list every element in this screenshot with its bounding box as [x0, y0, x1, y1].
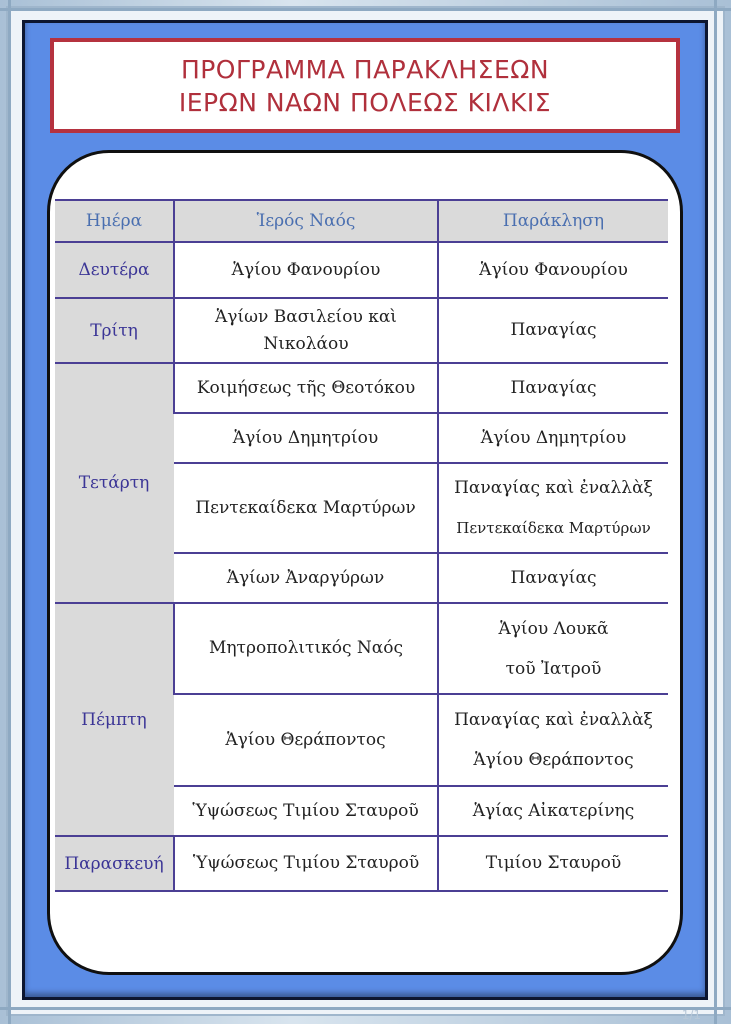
- table-header-row: [55, 200, 668, 242]
- church-cell: [174, 298, 438, 363]
- church-cell: [174, 413, 438, 463]
- prayer-cell: [438, 786, 668, 836]
- page-indicator: 1/1: [681, 1008, 701, 1022]
- day-cell: Παρασκευή: [55, 836, 174, 891]
- church-name-line: Ὑψώσεως Τιμίου Σταυροῦ: [192, 800, 419, 821]
- church-name-line: Ἁγίων Ἀναργύρων: [226, 567, 385, 588]
- prayer-cell: [438, 603, 668, 694]
- church-name-line: Κοιμήσεως τῆς Θεοτόκου: [196, 377, 416, 398]
- church-name-line: Ὑψώσεως Τιμίου Σταυροῦ: [192, 853, 420, 873]
- table-row: [55, 298, 668, 363]
- church-name-line: Ἁγίου Θεράποντος: [225, 729, 386, 750]
- church-name-line: Ἁγίου Φανουρίου: [231, 259, 381, 280]
- church-name-line: Νικολάου: [263, 333, 349, 354]
- header-church: Ἱερός Ναός: [174, 200, 438, 242]
- title-line-1: ΠΡΟΓΡΑΜΜΑ ΠΑΡΑΚΛΗΣΕΩΝ: [180, 54, 550, 84]
- title-line-2: ΙΕΡΩΝ ΝΑΩΝ ΠΟΛΕΩΣ ΚΙΛΚΙΣ: [178, 87, 552, 117]
- prayer-name-line: Παναγίας: [510, 320, 597, 340]
- day-cell: Δευτέρα: [55, 242, 174, 298]
- frame-line: [0, 1007, 731, 1010]
- church-name-line: Ἁγίου Δημητρίου: [232, 427, 379, 448]
- church-cell: [174, 786, 438, 836]
- church-cell: [174, 553, 438, 603]
- prayer-cell: [438, 463, 668, 553]
- frame-line: [714, 0, 717, 1024]
- prayer-cell: [438, 298, 668, 363]
- church-name-line: Μητροπολιτικός Ναός: [208, 638, 404, 658]
- table-row: [55, 603, 668, 694]
- table-row: [55, 363, 668, 413]
- prayer-cell: [438, 836, 668, 891]
- frame-line: [8, 0, 11, 1024]
- prayer-name-line: Παναγίας: [510, 567, 597, 588]
- prayer-name-line: Ἁγίου Λουκᾶ: [498, 618, 609, 639]
- prayer-cell: [438, 694, 668, 786]
- prayer-name-line: Ἁγίου Δημητρίου: [480, 427, 627, 448]
- church-cell: [174, 694, 438, 786]
- church-name-line: Ἁγίων Βασιλείου καὶ: [215, 306, 397, 327]
- church-cell: [174, 603, 438, 694]
- prayer-cell: [438, 242, 668, 298]
- prayer-name-line: Ἁγίου Φανουρίου: [479, 259, 628, 280]
- frame-line: [0, 8, 731, 11]
- prayer-name-line: Παναγίας καὶ ἐναλλὰξ: [454, 478, 653, 498]
- church-cell: [174, 363, 438, 413]
- header-prayer: Παράκληση: [438, 200, 668, 242]
- prayer-name-line: Παναγίας καὶ ἐναλλὰξ: [454, 710, 653, 730]
- prayer-name-line: Ἁγίου Θεράποντος: [473, 750, 634, 770]
- table-row: [55, 836, 668, 891]
- prayer-name-line: Τιμίου Σταυροῦ: [485, 853, 622, 873]
- day-cell: Πέμπτη: [55, 603, 174, 836]
- table-row: [55, 242, 668, 298]
- prayer-cell: [438, 363, 668, 413]
- prayer-name-line: Πεντεκαίδεκα Μαρτύρων: [456, 519, 651, 537]
- day-cell: Τρίτη: [55, 298, 174, 363]
- church-cell: [174, 242, 438, 298]
- schedule-body: [55, 242, 668, 891]
- day-cell: Τετάρτη: [55, 363, 174, 603]
- church-cell: [174, 836, 438, 891]
- prayer-name-line: Ἁγίας Αἰκατερίνης: [472, 800, 635, 821]
- prayer-cell: [438, 553, 668, 603]
- header-day: Ημέρα: [55, 200, 174, 242]
- prayer-cell: [438, 413, 668, 463]
- church-cell: [174, 463, 438, 553]
- prayer-name-line: τοῦ Ἰατροῦ: [505, 658, 602, 679]
- prayer-name-line: Παναγίας: [510, 377, 597, 398]
- schedule-table: [55, 199, 668, 892]
- title-box: [50, 38, 680, 133]
- church-name-line: Πεντεκαίδεκα Μαρτύρων: [195, 497, 416, 518]
